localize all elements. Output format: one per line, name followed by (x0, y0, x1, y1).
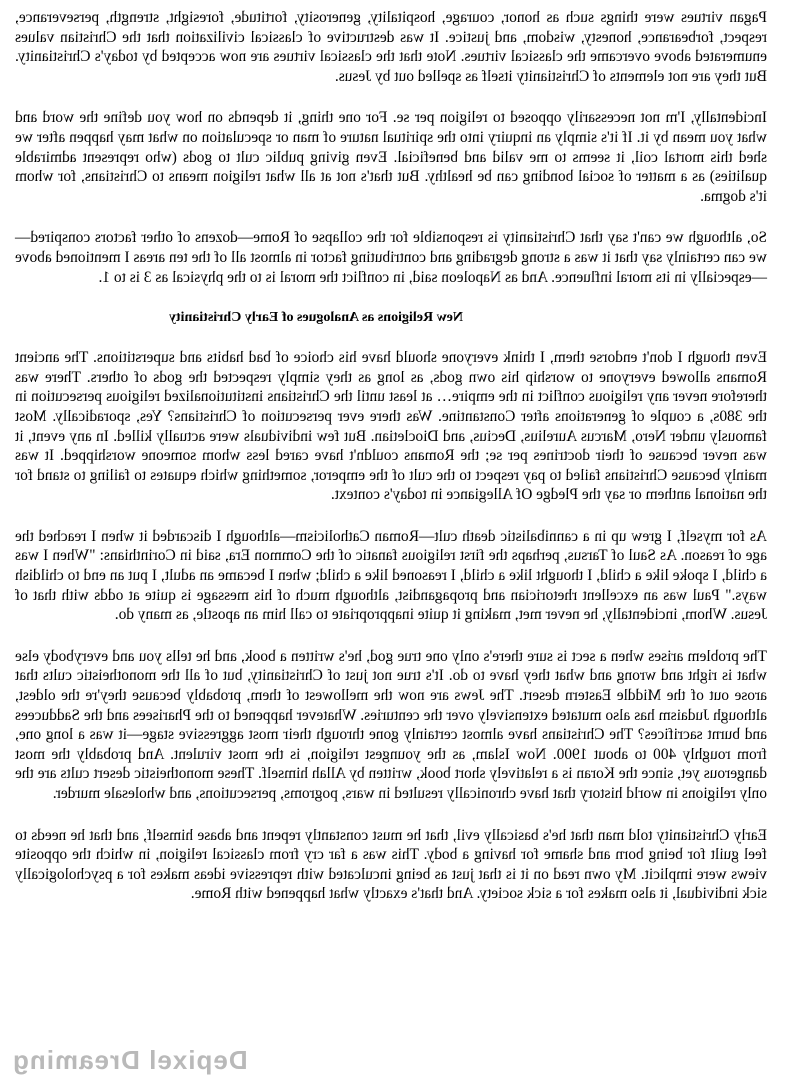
paragraph-pagan-virtues: Pagan virtues were things such as honor, courage, hospitality, generosity, fortitude, foresight, strength, perseverance, respect, forbearance, honesty, wisdom, and justice. It was destructive of classical civilization that the Christian values enumerated above overcame the classical virtues. Note that the classical virtues are now accepted by today's Christianity. But they are not elements of Christianity itself as spelled out by Jesus. (15, 9, 767, 85)
paragraph-early-christianity: Early Christianity told man that he's basically evil, that he must constantly repent and abase himself, and that he needs to feel guilt for being born and shame for having a body. This was a far cry from classical religion, in which the opposite views were implicit. My own read on it is that just as being inculcated with repressive ideas makes for a psychologically sick individual, it also makes for a sick society. And that's exactly what happened with Rome. (15, 826, 767, 903)
watermark: Depixel Dreaming (12, 1045, 248, 1075)
section-heading: New Religions as Analogues of Early Christianity (169, 310, 464, 326)
paragraph-monotheistic-cults: The problem arises when a sect is sure there's only one true god, he's written a book, and he tells you and everybody else what is right and wrong and what they have to do. It's true not just of Christianity, but of all the monotheistic cults that arose out of the Middle Eastern desert. The Jews are now the mellowest of them, probably because they're the oldest, although Judaism has also mutated extensively over the centuries. Whatever happened to the Pharisees and the Sadducees and burnt sacrifices? The Christians have almost certainly gone through their most aggressive stage—it was a long one, from roughly 400 to about 1900. Now Islam, as the youngest religion, is the most virulent. And probably the most dangerous yet, since the Koran is a relatively short book, written by Allah himself. These monotheistic desert cults are the only religions in world history that have chronically resulted in wars, pogroms, persecutions, and wholesale murder. (15, 647, 767, 802)
paragraph-religion-per-se: Incidentally, I'm not necessarily opposed to religion per se. For one thing, it depends on how you define the word and what you mean by it. If it's simply an inquiry into the spiritual nature of man or speculation on what may happen after we shed this mortal coil, it seems to me valid and beneficial. Even giving public cult to gods (who represent admirable qualities) as a matter of social bonding can be healthy. But that's not at all what religion means to Christians, for whom it's dogma. (15, 109, 767, 205)
paragraph-collapse-of-rome: So, although we can't say that Christianity is responsible for the collapse of Rome—dozens of other factors conspired—we can certainly say that it was a strong degrading and contributing factor in almost all of the ten areas I mentioned above—especially in its moral influence. And as Napoleon said, in conflict the moral is to the physical as 3 is to 1. (15, 229, 767, 286)
paragraph-roman-tolerance: Even though I don't endorse them, I think everyone should have his choice of bad habits and superstitions. The ancient Romans allowed everyone to worship his own gods, as long as they simply respected the gods of others. There was therefore never any religious conflict in the empire… at least until the Christians institutionalized religious persecution in the 380s, a couple of generations after Constantine. Was there ever persecution of Christians? Yes, sporadically. Most famously under Nero, Marcus Aurelius, Decius, and Diocletian. But few individuals were actually killed. In any event, it was never because of their doctrines per se; the Romans couldn't have cared less whom someone worshipped. It was mainly because Christians failed to pay respect to the cult of the emperor, something which equates to failing to stand for the national anthem or say the Pledge Of Allegiance in today's context. (15, 349, 767, 504)
paragraph-personal-history: As for myself, I grew up in a cannibalistic death cult—Roman Catholicism—although I discarded it when I reached the age of reason. As Saul of Tarsus, perhaps the first religious fanatic of the Common Era, said in Corinthians: "When I was a child, I spoke like a child, I thought like a child, I reasoned like a child; when I became an adult, I put an end to childish ways." Paul was an excellent rhetorician and propagandist, although much of his message is quite at odds with that of Jesus. Whom, incidentally, he never met, making it quite inappropriate to call him an apostle, as many do. (15, 527, 767, 624)
document-body (15, 8, 767, 926)
